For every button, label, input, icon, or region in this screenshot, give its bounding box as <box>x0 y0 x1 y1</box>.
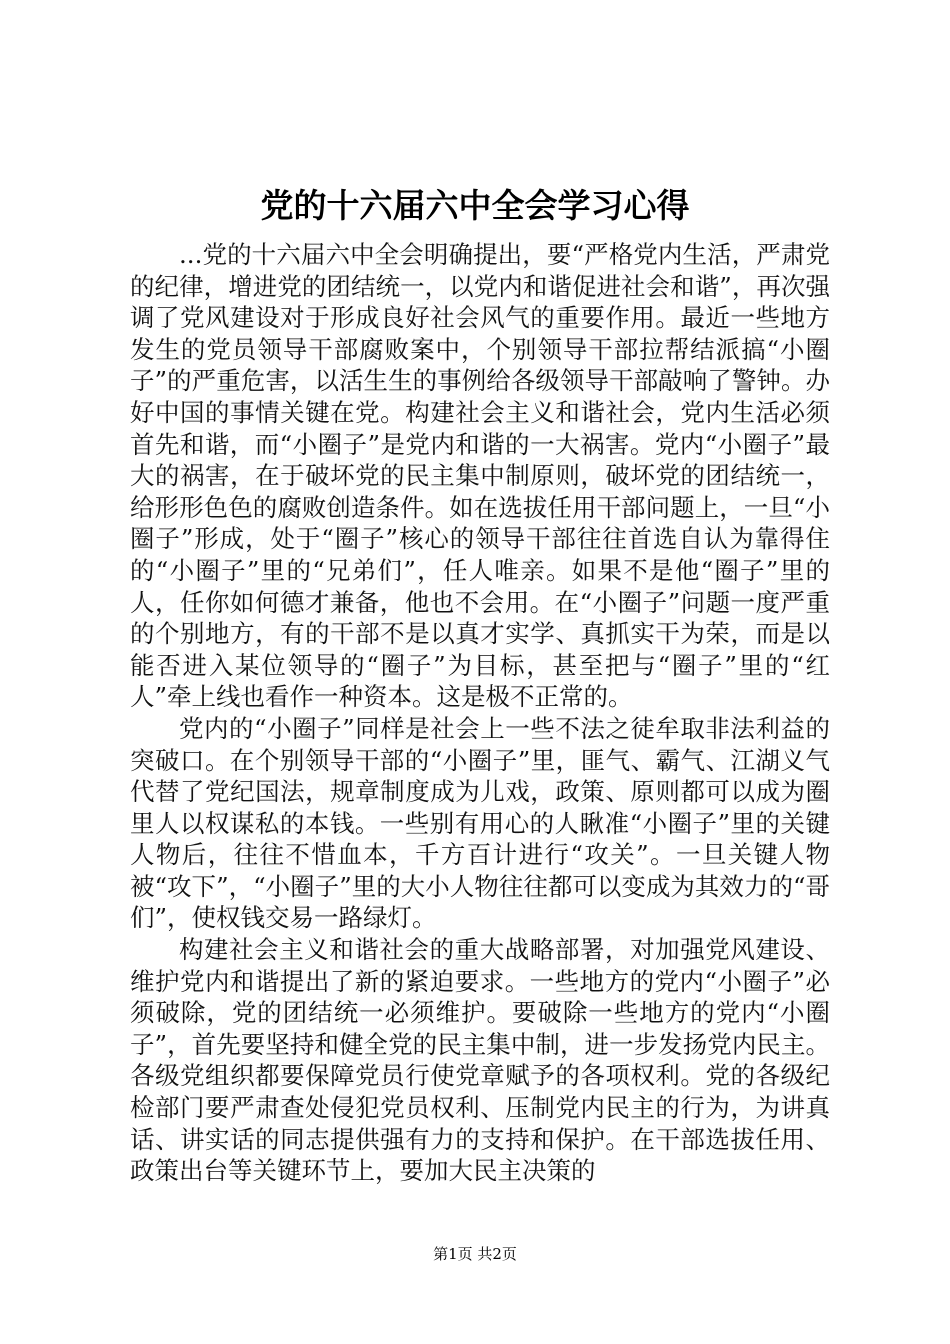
document-body <box>130 239 830 1187</box>
page-footer: 第1页 共2页 <box>433 1245 517 1263</box>
document-title: 党的十六届六中全会学习心得 <box>260 186 690 225</box>
paragraph-2: 党内的“小圈子”同样是社会上一些不法之徒牟取非法利益的突破口。在个别领导干部的“小圈子”里，匪气、霸气、江湖义气代替了党纪国法，规章制度成为儿戏，政策、原则都可以成为圈里人以权谋私的本钱。一些别有用心的人瞅准“小圈子”里的关键人物后，往往不惜血本，千方百计进行“攻关”。一旦关键人物被“攻下”，“小圈子”里的大小人物往往都可以变成为其效力的“哥们”，使权钱交易一路绿灯。 <box>130 713 830 933</box>
paragraph-1: ...党的十六届六中全会明确提出，要“严格党内生活，严肃党的纪律，增进党的团结统一，以党内和谐促进社会和谐”，再次强调了党风建设对于形成良好社会风气的重要作用。最近一些地方发生的党员领导干部腐败案中，个别领导干部拉帮结派搞“小圈子”的严重危害，以活生生的事例给各级领导干部敲响了警钟。办好中国的事情关键在党。构建社会主义和谐社会，党内生活必须首先和谐，而“小圈子”是党内和谐的一大祸害。党内“小圈子”最大的祸害，在于破坏党的民主集中制原则，破坏党的团结统一，给形形色色的腐败创造条件。如在选拔任用干部问题上，一旦“小圈子”形成，处于“圈子”核心的领导干部往往首选自认为靠得住的“小圈子”里的“兄弟们”，任人唯亲。如果不是他“圈子”里的人，任你如何德才兼备，他也不会用。在“小圈子”问题一度严重的个别地方，有的干部不是以真才实学、真抓实干为荣，而是以能否进入某位领导的“圈子”为目标，甚至把与“圈子”里的“红人”牵上线也看作一种资本。这是极不正常的。 <box>130 240 830 712</box>
paragraph-3: 构建社会主义和谐社会的重大战略部署，对加强党风建设、维护党内和谐提出了新的紧迫要求。一些地方的党内“小圈子”必须破除，党的团结统一必须维护。要破除一些地方的党内“小圈子”，首先要坚持和健全党的民主集中制，进一步发扬党内民主。各级党组织都要保障党员行使党章赋予的各项权利。党的各级纪检部门要严肃查处侵犯党员权利、压制党内民主的行为，为讲真话、讲实话的同志提供强有力的支持和保护。在干部选拔任用、政策出台等关键环节上，要加大民主决策的 <box>130 935 830 1186</box>
